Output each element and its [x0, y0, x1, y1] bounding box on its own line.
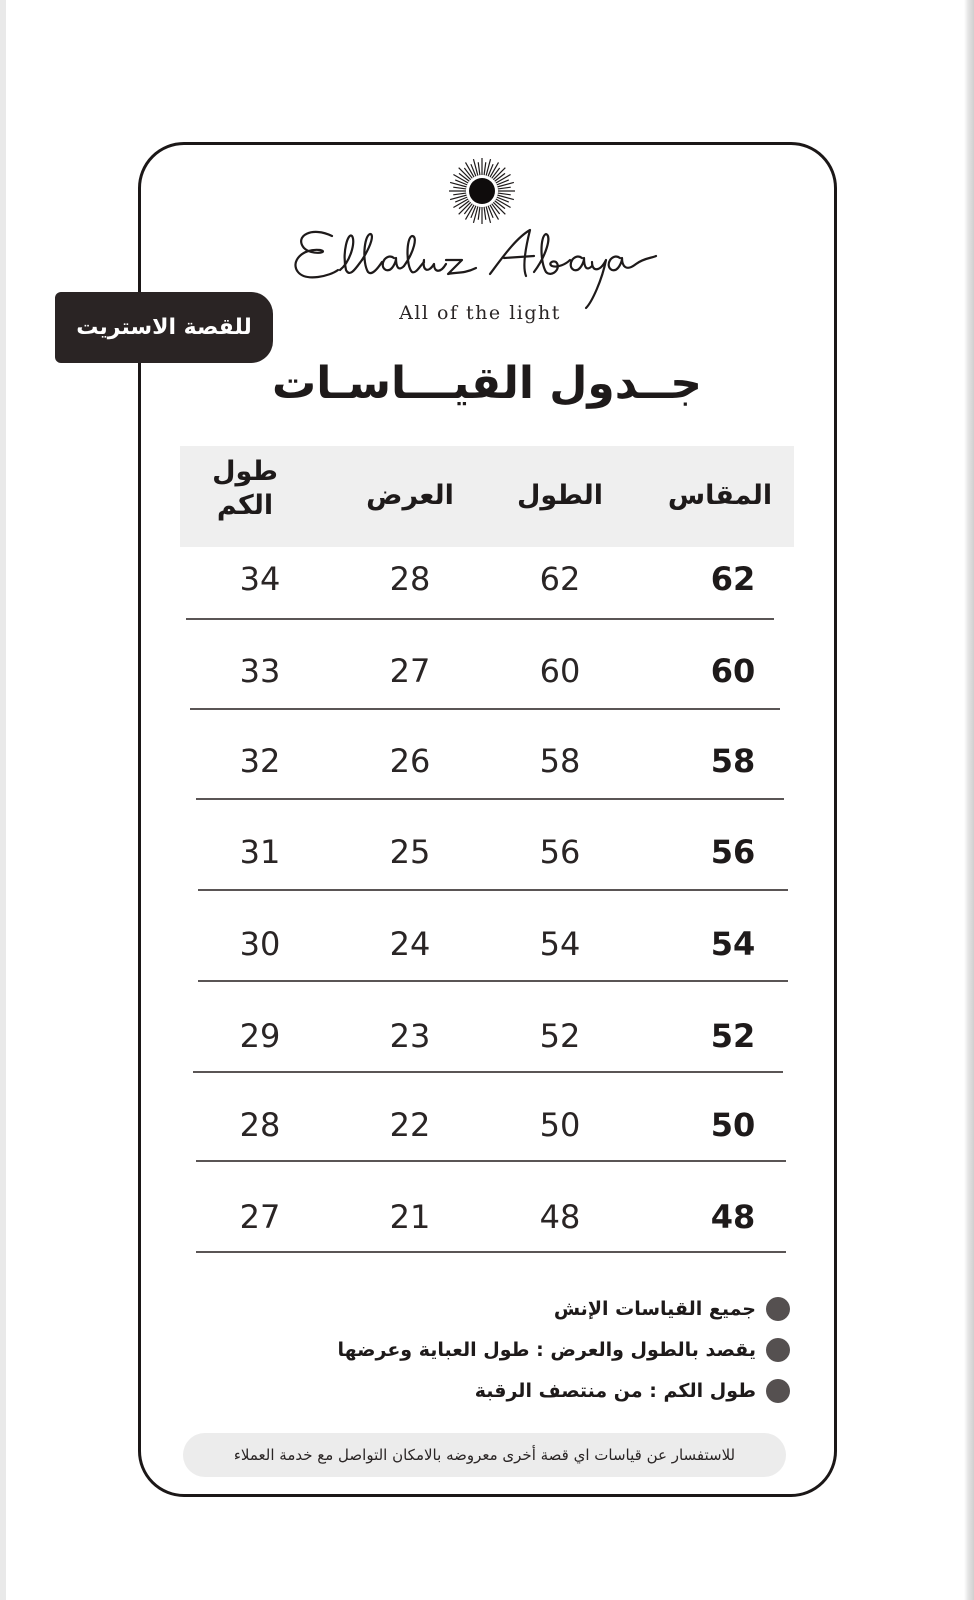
cell-length: 58 — [539, 742, 581, 780]
note-item — [190, 1370, 790, 1411]
cell-size: 54 — [710, 925, 756, 963]
cell-sleeve: 34 — [239, 560, 281, 598]
table-row — [0, 1017, 974, 1107]
bullet-dot-icon — [766, 1379, 790, 1403]
table-row — [0, 833, 974, 923]
table-row — [0, 1198, 974, 1288]
header-sleeve-length: طول الكم — [212, 456, 278, 521]
bullet-dot-icon — [766, 1338, 790, 1362]
table-row — [0, 1106, 974, 1196]
header-size: المقاس — [667, 480, 773, 511]
cell-length: 60 — [539, 652, 581, 690]
sun-logo-icon — [448, 157, 516, 225]
cell-size: 58 — [710, 742, 756, 780]
notes-list — [190, 1288, 790, 1411]
row-divider — [190, 708, 780, 710]
note-text: يقصد بالطول والعرض : طول العباية وعرضها — [337, 1338, 756, 1361]
cell-size: 50 — [710, 1106, 756, 1144]
note-text: جميع القياسات الإنش — [553, 1297, 756, 1320]
table-row — [0, 652, 974, 742]
sun-ray — [453, 193, 466, 195]
customer-service-note: للاستفسار عن قياسات اي قصة أخرى معروضه بالامكان التواصل مع خدمة العملاء — [183, 1433, 786, 1477]
cell-length: 52 — [539, 1017, 581, 1055]
sun-ray — [498, 187, 511, 189]
cell-sleeve: 29 — [239, 1017, 281, 1055]
sun-ray — [484, 162, 486, 175]
cell-width: 24 — [389, 925, 431, 963]
table-row — [0, 925, 974, 1015]
cell-size: 52 — [710, 1017, 756, 1055]
sun-ray — [478, 162, 480, 175]
row-divider — [196, 798, 784, 800]
table-row — [0, 742, 974, 832]
cell-sleeve: 33 — [239, 652, 281, 690]
page-title: جــدول القيـــاسـات — [272, 358, 702, 409]
cell-width: 22 — [389, 1106, 431, 1144]
row-divider — [196, 1251, 786, 1253]
row-divider — [193, 1071, 783, 1073]
header-length: الطول — [516, 480, 604, 511]
table-row — [0, 560, 974, 650]
cell-length: 50 — [539, 1106, 581, 1144]
cell-width: 25 — [389, 833, 431, 871]
cell-width: 26 — [389, 742, 431, 780]
row-divider — [186, 618, 774, 620]
row-divider — [196, 1160, 786, 1162]
header-width: العرض — [366, 480, 454, 511]
cell-size: 48 — [710, 1198, 756, 1236]
brand-tagline: All of the light — [399, 302, 561, 324]
cell-sleeve: 27 — [239, 1198, 281, 1236]
cell-width: 21 — [389, 1198, 431, 1236]
cell-width: 28 — [389, 560, 431, 598]
cell-size: 62 — [710, 560, 756, 598]
row-divider — [198, 980, 788, 982]
note-item — [190, 1288, 790, 1329]
sun-ray — [478, 207, 480, 220]
cell-length: 62 — [539, 560, 581, 598]
cell-length: 56 — [539, 833, 581, 871]
cell-sleeve: 28 — [239, 1106, 281, 1144]
cell-length: 48 — [539, 1198, 581, 1236]
bullet-dot-icon — [766, 1297, 790, 1321]
cell-size: 56 — [710, 833, 756, 871]
note-item — [190, 1329, 790, 1370]
cell-sleeve: 31 — [239, 833, 281, 871]
cell-width: 23 — [389, 1017, 431, 1055]
cell-width: 27 — [389, 652, 431, 690]
sun-ray — [484, 207, 486, 220]
cell-sleeve: 30 — [239, 925, 281, 963]
row-divider — [198, 889, 788, 891]
sun-ray — [498, 193, 511, 195]
cell-length: 54 — [539, 925, 581, 963]
cell-sleeve: 32 — [239, 742, 281, 780]
note-text: طول الكم : من منتصف الرقبة — [474, 1379, 756, 1402]
sun-ray — [453, 187, 466, 189]
street-cut-badge: للقصة الاستريت — [55, 292, 273, 363]
cell-size: 60 — [710, 652, 756, 690]
